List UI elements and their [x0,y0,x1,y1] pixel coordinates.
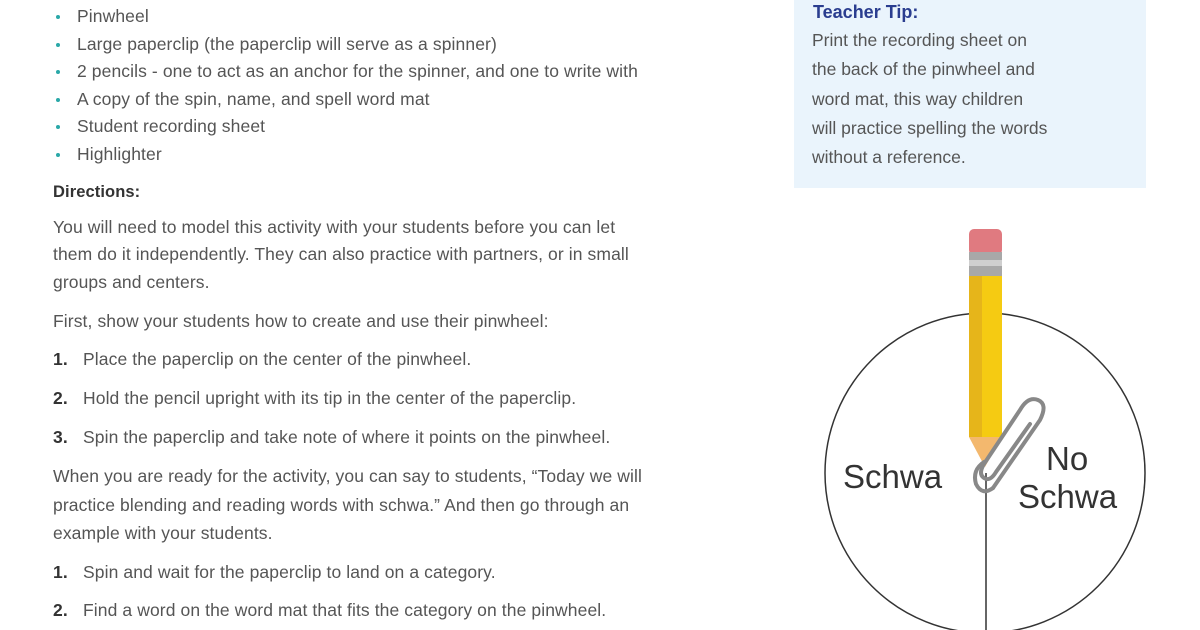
tip-line: will practice spelling the words [812,118,1048,138]
tip-line: the back of the pinwheel and [812,59,1035,79]
tip-line: word mat, this way children [812,89,1024,109]
paragraph-line: You will need to model this activity with your students before you can let [53,217,616,237]
step-item: 3. Spin the paperclip and take note of where it points on the pinwheel. [53,427,611,447]
paragraph-line: When you are ready for the activity, you can say to students, “Today we will [53,466,642,486]
tip-line: without a reference. [812,147,966,167]
list-item: A copy of the spin, name, and spell word mat [77,89,430,109]
pinwheel-label-no: No [1046,440,1089,477]
paragraph-line: them do it independently. They can also practice with partners, or in small [53,244,629,264]
paragraph-line: groups and centers. [53,272,210,292]
pencil-icon [969,229,1002,467]
list-item: Pinwheel [77,6,149,26]
pinwheel-label-no-schwa: Schwa [1018,478,1118,515]
pinwheel-label-schwa: Schwa [843,458,943,495]
paragraph-line: First, show your students how to create and use their pinwheel: [53,311,549,331]
paragraph-line: practice blending and reading words with schwa.” And then go through an [53,495,630,515]
step-item: 2. Find a word on the word mat that fits the category on the pinwheel. [53,600,607,620]
teacher-tip-title: Teacher Tip: [813,2,919,22]
list-item: Student recording sheet [77,116,266,136]
step-item: 1. Place the paperclip on the center of the pinwheel. [53,349,472,369]
directions-heading: Directions: [53,183,141,201]
paragraph-line: example with your students. [53,523,273,543]
list-item: Highlighter [77,144,162,164]
list-item: 2 pencils - one to act as an anchor for the spinner, and one to write with [77,61,638,81]
step-item: 2. Hold the pencil upright with its tip in the center of the paperclip. [53,388,577,408]
step-item: 1. Spin and wait for the paperclip to land on a category. [53,562,496,582]
list-item: Large paperclip (the paperclip will serve as a spinner) [77,34,497,54]
tip-line: Print the recording sheet on [812,30,1027,50]
